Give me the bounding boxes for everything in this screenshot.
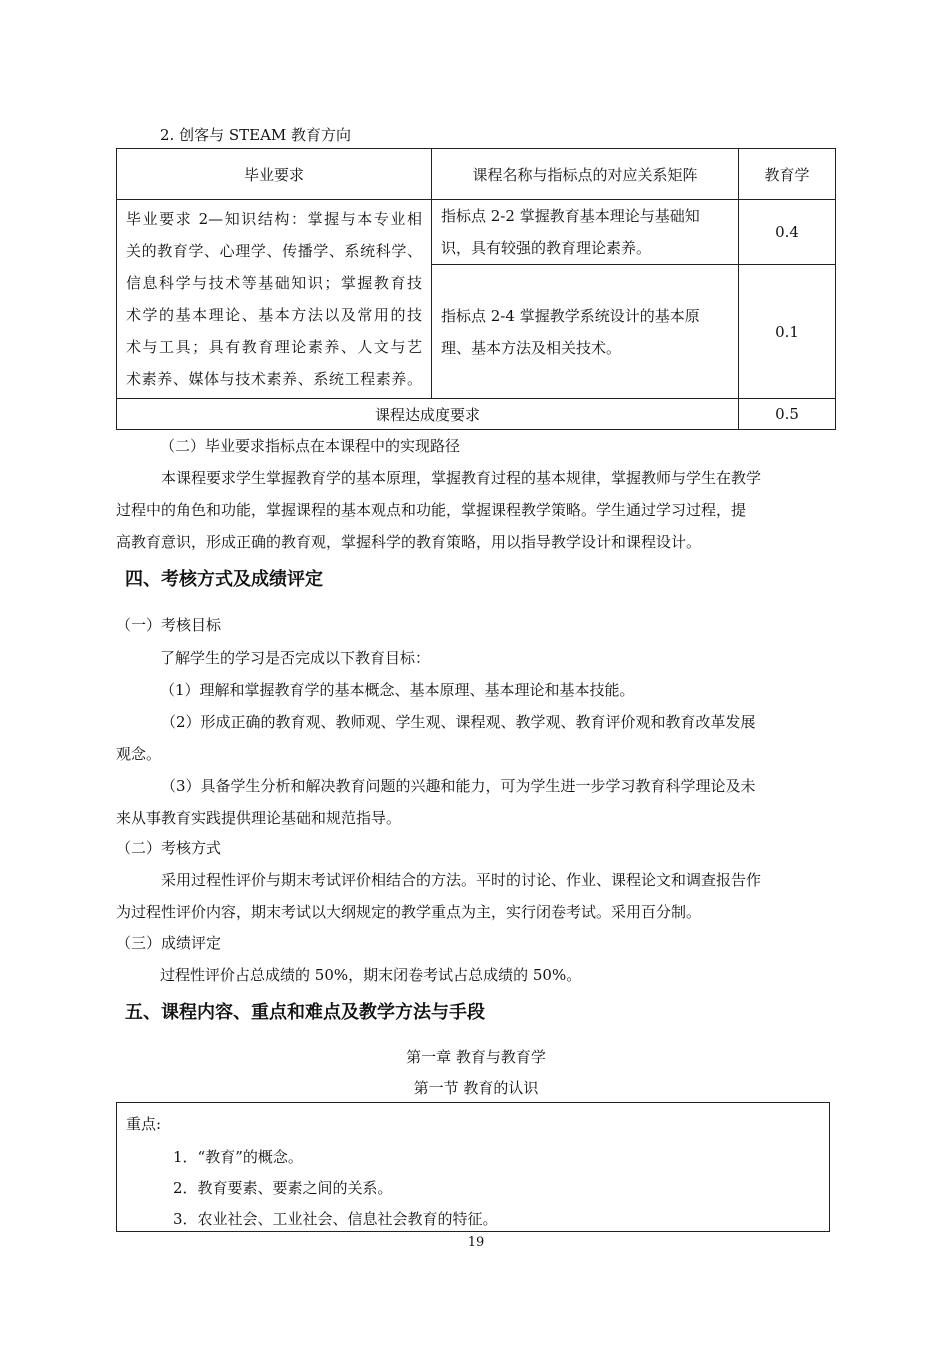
- paragraph-line: 本课程要求学生掌握教育学的基本原理，掌握教育过程的基本规律，掌握教师与学生在教学: [161, 469, 762, 487]
- key-point-item: 2．教育要素、要素之间的关系。: [173, 1179, 393, 1197]
- indicator-line: 指标点 2-2 掌握教育基本理论与基础知: [441, 207, 700, 226]
- path-heading: （二）毕业要求指标点在本课程中的实现路径: [160, 437, 461, 455]
- indicator-cell: [432, 200, 739, 265]
- requirement-line: 信息科学与技术等基础知识；掌握教育技: [126, 274, 422, 292]
- method-paragraph: [116, 864, 828, 928]
- paragraph-line: （2）形成正确的教育观、教师观、学生观、课程观、教学观、教育评价观和教育改革发展: [161, 713, 756, 731]
- indicator-value: 0.4: [739, 200, 836, 265]
- footer-label: 课程达成度要求: [117, 399, 739, 430]
- key-point-item: 1．“教育”的概念。: [173, 1148, 303, 1166]
- course-matrix-table: [116, 148, 836, 430]
- paragraph-line: 来从事教育实践提供理论基础和规范指导。: [116, 809, 402, 827]
- section-label: 2. 创客与 STEAM 教育方向: [160, 126, 352, 144]
- sub-heading-grading: （三）成绩评定: [116, 934, 222, 952]
- footer-value: 0.5: [739, 399, 836, 430]
- requirement-cell: [117, 200, 432, 399]
- table-footer-row: [117, 399, 836, 430]
- indicator-value: 0.1: [739, 265, 836, 399]
- key-point-item: 3．农业社会、工业社会、信息社会教育的特征。: [173, 1210, 498, 1228]
- requirement-line: 毕业要求 2—知识结构：掌握与本专业相: [126, 210, 422, 228]
- paragraph-line: （3）具备学生分析和解决教育问题的兴趣和能力，可为学生进一步学习教育科学理论及未: [161, 777, 756, 795]
- sub-heading-goals: （一）考核目标: [116, 616, 222, 634]
- indicator-line: 理、基本方法及相关技术。: [441, 338, 622, 357]
- table-header-row: [117, 149, 836, 200]
- table-row: [117, 200, 836, 265]
- chapter-title: 第一章 教育与教育学: [406, 1048, 546, 1066]
- paragraph-line: 为过程性评价内容，期末考试以大纲规定的教学重点为主，实行闭卷考试。采用百分制。: [116, 903, 702, 921]
- grading-text: 过程性评价占总成绩的 50%，期末闭卷考试占总成绩的 50%。: [160, 966, 582, 984]
- indicator-line: 识，具有较强的教育理论素养。: [441, 239, 652, 258]
- goal-item: [116, 770, 828, 834]
- paragraph-line: 观念。: [116, 745, 162, 763]
- header-matrix: 课程名称与指标点的对应关系矩阵: [432, 149, 739, 200]
- header-requirement: 毕业要求: [117, 149, 432, 200]
- key-points-box: [116, 1102, 830, 1232]
- requirement-line: 关的教育学、心理学、传播学、系统科学、: [126, 242, 422, 260]
- section-four-title: 四、考核方式及成绩评定: [125, 569, 323, 590]
- section-title: 第一节 教育的认识: [413, 1079, 539, 1097]
- goal-item: （1）理解和掌握教育学的基本概念、基本原理、基本理论和基本技能。: [160, 681, 635, 699]
- indicator-cell: [432, 265, 739, 399]
- requirement-line: 术与工具；具有教育理论素养、人文与艺: [126, 338, 422, 356]
- requirement-line: 术学的基本理论、基本方法以及常用的技: [126, 306, 422, 324]
- goal-item: [116, 706, 828, 770]
- requirement-line: 术素养、媒体与技术素养、系统工程素养。: [126, 370, 422, 388]
- paragraph-line: 过程中的角色和功能，掌握课程的基本观点和功能，掌握课程教学策略。学生通过学习过程，提: [116, 501, 747, 519]
- page-number: 19: [467, 1235, 485, 1250]
- header-course: 教育学: [739, 149, 836, 200]
- paragraph-line: 高教育意识，形成正确的教育观，掌握科学的教育策略，用以指导教学设计和课程设计。: [116, 533, 702, 551]
- indicator-line: 指标点 2-4 掌握教学系统设计的基本原: [441, 306, 700, 325]
- paragraph-line: 采用过程性评价与期末考试评价相结合的方法。平时的讨论、作业、课程论文和调查报告作: [161, 871, 762, 889]
- sub-heading-method: （二）考核方式: [116, 839, 222, 857]
- path-paragraph: [116, 462, 828, 558]
- section-five-title: 五、课程内容、重点和难点及教学方法与手段: [125, 1002, 485, 1023]
- goals-intro: 了解学生的学习是否完成以下教育目标：: [160, 649, 431, 667]
- key-points-label: 重点:: [126, 1115, 162, 1133]
